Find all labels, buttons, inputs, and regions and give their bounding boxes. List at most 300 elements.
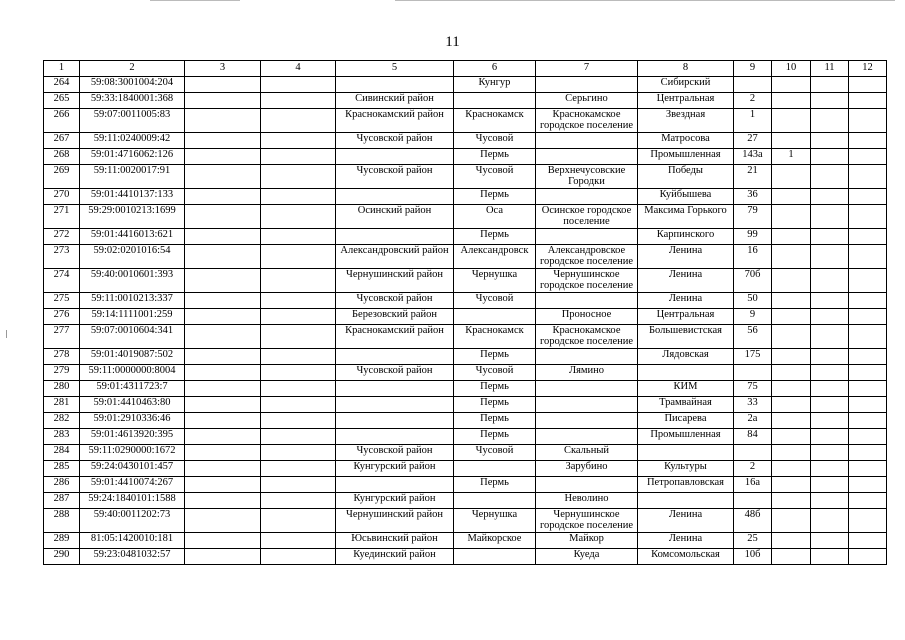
cell-settlement: Краснокамское городское поселение: [536, 325, 638, 349]
cell-cadastral-number: 59:01:4410137:133: [80, 189, 185, 205]
cell-row-number: 283: [44, 429, 80, 445]
cell-col-3: [185, 429, 261, 445]
cell-col-3: [185, 533, 261, 549]
cell-col-4: [261, 165, 336, 189]
cell-street: Промышленная: [638, 429, 734, 445]
cell-col-3: [185, 365, 261, 381]
registry-table: [43, 60, 887, 565]
table-row: [44, 77, 887, 93]
table-row: [44, 549, 887, 565]
cell-col-4: [261, 533, 336, 549]
cell-col-12: [849, 533, 887, 549]
cell-col-3: [185, 205, 261, 229]
cell-district: [336, 381, 454, 397]
cell-street: Карпинского: [638, 229, 734, 245]
cell-col-12: [849, 549, 887, 565]
cell-col-12: [849, 309, 887, 325]
cell-city: Краснокамск: [454, 109, 536, 133]
cell-street: КИМ: [638, 381, 734, 397]
cell-house: 9: [734, 309, 772, 325]
cell-city: [454, 493, 536, 509]
cell-col-3: [185, 549, 261, 565]
cell-row-number: 281: [44, 397, 80, 413]
cell-col-12: [849, 365, 887, 381]
cell-house: 143а: [734, 149, 772, 165]
cell-settlement: Лямино: [536, 365, 638, 381]
cell-col-11: [811, 269, 849, 293]
cell-col-10: [772, 533, 811, 549]
cell-col-12: [849, 229, 887, 245]
cell-col-4: [261, 133, 336, 149]
cell-col-11: [811, 461, 849, 477]
cell-col-3: [185, 325, 261, 349]
cell-col-3: [185, 309, 261, 325]
table-row: [44, 269, 887, 293]
cell-col-11: [811, 349, 849, 365]
column-header-5: 5: [336, 61, 454, 77]
cell-col-4: [261, 77, 336, 93]
cell-col-4: [261, 229, 336, 245]
cell-col-10: [772, 293, 811, 309]
cell-district: [336, 477, 454, 493]
cell-col-4: [261, 477, 336, 493]
cell-city: Пермь: [454, 477, 536, 493]
cell-city: Пермь: [454, 149, 536, 165]
cell-city: Чернушка: [454, 509, 536, 533]
cell-cadastral-number: 59:11:0020017:91: [80, 165, 185, 189]
cell-col-11: [811, 109, 849, 133]
table-row: [44, 461, 887, 477]
cell-col-12: [849, 165, 887, 189]
cell-district: Сивинский район: [336, 93, 454, 109]
cell-col-11: [811, 549, 849, 565]
cell-col-12: [849, 149, 887, 165]
cell-city: Пермь: [454, 397, 536, 413]
cell-street: Комсомольская: [638, 549, 734, 565]
cell-street: Победы: [638, 165, 734, 189]
cell-cadastral-number: 59:01:4311723:7: [80, 381, 185, 397]
cell-col-3: [185, 189, 261, 205]
table-row: [44, 149, 887, 165]
cell-settlement: [536, 477, 638, 493]
cell-street: Звездная: [638, 109, 734, 133]
cell-col-3: [185, 381, 261, 397]
cell-cadastral-number: 59:02:0201016:54: [80, 245, 185, 269]
cell-col-10: [772, 133, 811, 149]
cell-col-12: [849, 349, 887, 365]
cell-house: 10б: [734, 549, 772, 565]
cell-cadastral-number: 59:01:4613920:395: [80, 429, 185, 445]
cell-settlement: [536, 397, 638, 413]
cell-col-12: [849, 461, 887, 477]
cell-col-4: [261, 309, 336, 325]
cell-district: Куединский район: [336, 549, 454, 565]
cell-house: [734, 77, 772, 93]
cell-street: Петропавловская: [638, 477, 734, 493]
cell-col-10: [772, 165, 811, 189]
cell-col-11: [811, 205, 849, 229]
cell-col-12: [849, 429, 887, 445]
cell-col-10: [772, 413, 811, 429]
cell-col-11: [811, 165, 849, 189]
cell-cadastral-number: 59:01:4019087:502: [80, 349, 185, 365]
cell-row-number: 287: [44, 493, 80, 509]
cell-col-12: [849, 77, 887, 93]
cell-col-4: [261, 325, 336, 349]
cell-house: 1: [734, 109, 772, 133]
table-row: [44, 189, 887, 205]
cell-district: Чусовской район: [336, 133, 454, 149]
cell-row-number: 275: [44, 293, 80, 309]
cell-house: 2: [734, 93, 772, 109]
cell-city: Кунгур: [454, 77, 536, 93]
table-row: [44, 445, 887, 461]
cell-col-10: [772, 397, 811, 413]
column-header-row: [44, 61, 887, 77]
cell-col-3: [185, 229, 261, 245]
cell-settlement: [536, 149, 638, 165]
cell-district: Юсьвинский район: [336, 533, 454, 549]
cell-settlement: [536, 229, 638, 245]
column-header-11: 11: [811, 61, 849, 77]
cell-col-12: [849, 133, 887, 149]
cell-col-4: [261, 461, 336, 477]
cell-col-11: [811, 429, 849, 445]
cell-col-11: [811, 245, 849, 269]
cell-col-12: [849, 325, 887, 349]
cell-row-number: 264: [44, 77, 80, 93]
cell-row-number: 279: [44, 365, 80, 381]
cell-district: Чусовской район: [336, 445, 454, 461]
cell-col-10: [772, 445, 811, 461]
cell-col-10: [772, 309, 811, 325]
table-row: [44, 365, 887, 381]
cell-cadastral-number: 59:33:1840001:368: [80, 93, 185, 109]
cell-street: Ленина: [638, 533, 734, 549]
cell-col-12: [849, 189, 887, 205]
cell-cadastral-number: 59:11:0000000:8004: [80, 365, 185, 381]
top-border-line-left: [150, 0, 240, 1]
cell-street: Ленина: [638, 509, 734, 533]
cell-col-4: [261, 509, 336, 533]
cell-city: Краснокамск: [454, 325, 536, 349]
cell-street: Куйбышева: [638, 189, 734, 205]
cell-district: Кунгурский район: [336, 461, 454, 477]
cell-settlement: Верхнечусовские Городки: [536, 165, 638, 189]
cell-street: Ленина: [638, 269, 734, 293]
cell-cadastral-number: 59:11:0290000:1672: [80, 445, 185, 461]
cell-row-number: 267: [44, 133, 80, 149]
cell-col-10: [772, 549, 811, 565]
table-row: [44, 397, 887, 413]
cell-district: [336, 397, 454, 413]
cell-col-12: [849, 381, 887, 397]
cell-row-number: 286: [44, 477, 80, 493]
cell-row-number: 276: [44, 309, 80, 325]
cell-col-11: [811, 133, 849, 149]
cell-district: [336, 229, 454, 245]
cell-district: Александровский район: [336, 245, 454, 269]
cell-row-number: 273: [44, 245, 80, 269]
cell-city: Чернушка: [454, 269, 536, 293]
cell-col-3: [185, 413, 261, 429]
cell-cadastral-number: 59:40:0011202:73: [80, 509, 185, 533]
cell-col-10: [772, 493, 811, 509]
cell-street: Трамвайная: [638, 397, 734, 413]
cell-col-12: [849, 477, 887, 493]
cell-col-4: [261, 349, 336, 365]
cell-street: Лядовская: [638, 349, 734, 365]
table-row: [44, 509, 887, 533]
cell-col-3: [185, 509, 261, 533]
cell-col-11: [811, 381, 849, 397]
cell-city: Чусовой: [454, 133, 536, 149]
table-row: [44, 413, 887, 429]
cell-house: 33: [734, 397, 772, 413]
cell-cadastral-number: 59:07:0010604:341: [80, 325, 185, 349]
table-row: [44, 325, 887, 349]
cell-row-number: 266: [44, 109, 80, 133]
cell-house: 175: [734, 349, 772, 365]
cell-col-3: [185, 461, 261, 477]
cell-district: Кунгурский район: [336, 493, 454, 509]
cell-col-12: [849, 93, 887, 109]
cell-house: 75: [734, 381, 772, 397]
cell-row-number: 269: [44, 165, 80, 189]
cell-col-10: [772, 365, 811, 381]
column-header-8: 8: [638, 61, 734, 77]
cell-district: Чусовской район: [336, 165, 454, 189]
cell-settlement: Краснокамское городское поселение: [536, 109, 638, 133]
cell-col-11: [811, 309, 849, 325]
cell-col-11: [811, 293, 849, 309]
cell-street: Максима Горького: [638, 205, 734, 229]
cell-col-4: [261, 205, 336, 229]
table-row: [44, 109, 887, 133]
table-row: [44, 293, 887, 309]
cell-house: 27: [734, 133, 772, 149]
cell-cadastral-number: 81:05:1420010:181: [80, 533, 185, 549]
cell-street: Культуры: [638, 461, 734, 477]
cell-city: Майкорское: [454, 533, 536, 549]
table-row: [44, 309, 887, 325]
cell-row-number: 278: [44, 349, 80, 365]
cell-house: [734, 445, 772, 461]
cell-city: Пермь: [454, 349, 536, 365]
cell-col-11: [811, 533, 849, 549]
table-row: [44, 229, 887, 245]
cell-city: Чусовой: [454, 365, 536, 381]
cell-col-4: [261, 149, 336, 165]
cell-cadastral-number: 59:29:0010213:1699: [80, 205, 185, 229]
table-row: [44, 133, 887, 149]
cell-settlement: Проносное: [536, 309, 638, 325]
cell-col-3: [185, 293, 261, 309]
cell-col-4: [261, 109, 336, 133]
cell-col-10: [772, 269, 811, 293]
cell-house: 21: [734, 165, 772, 189]
cell-house: 16: [734, 245, 772, 269]
cell-city: Пермь: [454, 413, 536, 429]
cell-col-4: [261, 381, 336, 397]
cell-district: Краснокамский район: [336, 325, 454, 349]
cell-house: 84: [734, 429, 772, 445]
cell-street: [638, 493, 734, 509]
cell-house: 48б: [734, 509, 772, 533]
cell-cadastral-number: 59:40:0010601:393: [80, 269, 185, 293]
cell-district: Чусовской район: [336, 293, 454, 309]
cell-settlement: Куеда: [536, 549, 638, 565]
cell-col-11: [811, 445, 849, 461]
cell-row-number: 270: [44, 189, 80, 205]
cell-settlement: Неволино: [536, 493, 638, 509]
cell-col-11: [811, 77, 849, 93]
cell-district: [336, 349, 454, 365]
cell-city: Чусовой: [454, 165, 536, 189]
cell-street: [638, 445, 734, 461]
cell-row-number: 277: [44, 325, 80, 349]
cell-col-3: [185, 445, 261, 461]
cell-col-4: [261, 397, 336, 413]
cell-col-10: [772, 429, 811, 445]
cell-col-3: [185, 397, 261, 413]
cell-settlement: [536, 189, 638, 205]
cell-col-10: [772, 77, 811, 93]
cell-cadastral-number: 59:11:0240009:42: [80, 133, 185, 149]
cell-street: Сибирский: [638, 77, 734, 93]
cell-city: Оса: [454, 205, 536, 229]
cell-col-4: [261, 549, 336, 565]
cell-col-12: [849, 397, 887, 413]
cell-col-4: [261, 293, 336, 309]
cell-row-number: 274: [44, 269, 80, 293]
cell-house: 99: [734, 229, 772, 245]
cell-cadastral-number: 59:01:4416013:621: [80, 229, 185, 245]
cell-street: Центральная: [638, 93, 734, 109]
column-header-3: 3: [185, 61, 261, 77]
cell-house: 70б: [734, 269, 772, 293]
top-border-line-right: [395, 0, 895, 1]
cell-col-11: [811, 229, 849, 245]
cell-row-number: 272: [44, 229, 80, 245]
cell-row-number: 265: [44, 93, 80, 109]
cell-cadastral-number: 59:01:2910336:46: [80, 413, 185, 429]
column-header-12: 12: [849, 61, 887, 77]
cell-district: [336, 413, 454, 429]
cell-col-11: [811, 149, 849, 165]
cell-house: 79: [734, 205, 772, 229]
table-row: [44, 493, 887, 509]
cell-house: 36: [734, 189, 772, 205]
cell-col-10: [772, 349, 811, 365]
cell-district: Чернушинский район: [336, 269, 454, 293]
cell-street: Центральная: [638, 309, 734, 325]
cell-cadastral-number: 59:11:0010213:337: [80, 293, 185, 309]
cell-house: [734, 365, 772, 381]
cell-col-4: [261, 93, 336, 109]
cell-col-10: [772, 245, 811, 269]
column-header-9: 9: [734, 61, 772, 77]
table-row: [44, 245, 887, 269]
cell-district: [336, 149, 454, 165]
table-row: [44, 349, 887, 365]
cell-district: [336, 189, 454, 205]
cell-col-10: 1: [772, 149, 811, 165]
cell-settlement: [536, 413, 638, 429]
cell-street: Ленина: [638, 245, 734, 269]
cell-house: 25: [734, 533, 772, 549]
cell-house: 16а: [734, 477, 772, 493]
cell-col-12: [849, 269, 887, 293]
cell-settlement: Зарубино: [536, 461, 638, 477]
cell-col-11: [811, 493, 849, 509]
cell-district: [336, 429, 454, 445]
cell-col-4: [261, 365, 336, 381]
cell-cadastral-number: 59:14:1111001:259: [80, 309, 185, 325]
cell-col-3: [185, 93, 261, 109]
cell-house: 50: [734, 293, 772, 309]
cell-col-10: [772, 93, 811, 109]
cell-city: [454, 309, 536, 325]
cell-col-4: [261, 413, 336, 429]
margin-tick: [6, 330, 7, 338]
cell-col-11: [811, 325, 849, 349]
cell-col-11: [811, 365, 849, 381]
cell-col-4: [261, 269, 336, 293]
cell-settlement: Чернушинское городское поселение: [536, 269, 638, 293]
cell-row-number: 288: [44, 509, 80, 533]
cell-settlement: [536, 381, 638, 397]
cell-col-4: [261, 429, 336, 445]
cell-street: Писарева: [638, 413, 734, 429]
cell-col-12: [849, 509, 887, 533]
column-header-7: 7: [536, 61, 638, 77]
cell-col-3: [185, 245, 261, 269]
cell-row-number: 290: [44, 549, 80, 565]
cell-col-10: [772, 509, 811, 533]
cell-cadastral-number: 59:24:1840101:1588: [80, 493, 185, 509]
cell-house: 56: [734, 325, 772, 349]
cell-row-number: 280: [44, 381, 80, 397]
cell-settlement: Скальный: [536, 445, 638, 461]
cell-street: Матросова: [638, 133, 734, 149]
cell-col-10: [772, 325, 811, 349]
column-header-6: 6: [454, 61, 536, 77]
cell-district: Чернушинский район: [336, 509, 454, 533]
cell-col-12: [849, 293, 887, 309]
cell-house: [734, 493, 772, 509]
column-header-10: 10: [772, 61, 811, 77]
cell-house: 2а: [734, 413, 772, 429]
cell-row-number: 268: [44, 149, 80, 165]
cell-col-11: [811, 397, 849, 413]
table-row: [44, 477, 887, 493]
cell-city: Чусовой: [454, 445, 536, 461]
column-header-1: 1: [44, 61, 80, 77]
cell-settlement: Майкор: [536, 533, 638, 549]
cell-settlement: [536, 133, 638, 149]
cell-settlement: Осинское городское поселение: [536, 205, 638, 229]
cell-city: [454, 549, 536, 565]
cell-cadastral-number: 59:07:0011005:83: [80, 109, 185, 133]
cell-row-number: 284: [44, 445, 80, 461]
cell-col-4: [261, 493, 336, 509]
table-row: [44, 533, 887, 549]
cell-settlement: [536, 293, 638, 309]
cell-street: [638, 365, 734, 381]
cell-street: Ленина: [638, 293, 734, 309]
cell-col-3: [185, 109, 261, 133]
